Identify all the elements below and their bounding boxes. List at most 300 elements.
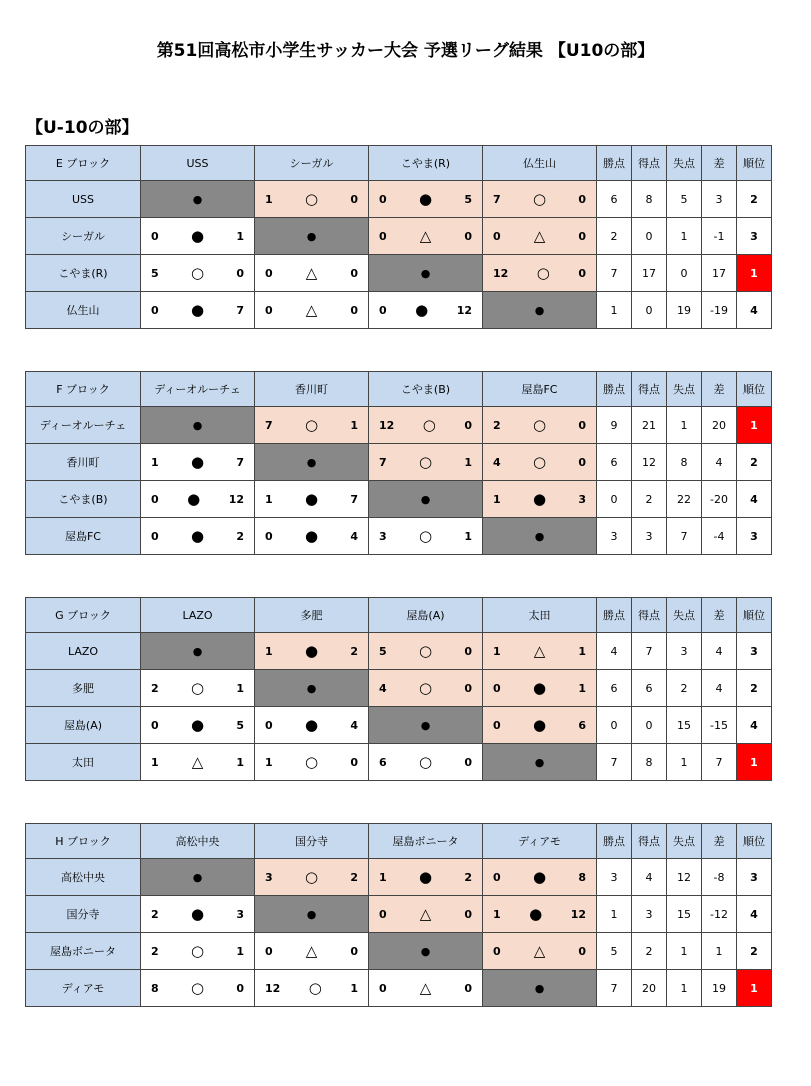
match-result [369, 896, 483, 933]
score [255, 416, 368, 434]
goals-for: 1 [493, 644, 501, 658]
match-result [141, 896, 255, 933]
score [483, 942, 596, 960]
self-match [369, 481, 483, 518]
center-dot: ● [192, 870, 203, 884]
match-result [255, 633, 369, 670]
score [483, 905, 596, 923]
match-result [483, 859, 597, 896]
goals-for: 12 [379, 418, 395, 432]
match-result [369, 670, 483, 707]
stat-header: 勝点 [597, 824, 632, 859]
goal-difference: 4 [702, 444, 737, 481]
score [141, 716, 254, 734]
goals-conceded: 7 [667, 518, 702, 555]
goals-conceded: 15 [667, 896, 702, 933]
league-table [25, 145, 772, 329]
match-result [141, 444, 255, 481]
goals-scored: 0 [632, 292, 667, 329]
team-row [26, 670, 772, 707]
goals-against: 0 [464, 907, 472, 921]
team-header: ディーオルーチェ [141, 372, 255, 407]
goals-for: 0 [493, 681, 501, 695]
points: 7 [597, 970, 632, 1007]
match-result [141, 255, 255, 292]
team-name: 屋島FC [26, 518, 141, 555]
score [141, 905, 254, 923]
result-symbol: ● [532, 679, 547, 697]
goals-against: 7 [236, 303, 244, 317]
team-name: ディーオルーチェ [26, 407, 141, 444]
result-symbol: ● [304, 490, 319, 508]
result-symbol: ● [532, 490, 547, 508]
goals-for: 2 [151, 907, 159, 921]
goal-difference: -20 [702, 481, 737, 518]
match-result [255, 407, 369, 444]
match-result [141, 218, 255, 255]
stat-header: 失点 [667, 146, 702, 181]
match-result [369, 518, 483, 555]
header-row [26, 598, 772, 633]
match-result [369, 181, 483, 218]
team-name: 屋島ボニータ [26, 933, 141, 970]
points: 6 [597, 181, 632, 218]
goals-for: 0 [265, 266, 273, 280]
score [369, 527, 482, 545]
match-result [141, 518, 255, 555]
center-dot: ● [534, 755, 545, 769]
goals-conceded: 2 [667, 670, 702, 707]
goals-against: 1 [350, 981, 358, 995]
team-header: 屋島(A) [369, 598, 483, 633]
score [369, 190, 482, 208]
result-symbol: ○ [418, 453, 433, 471]
result-symbol: △ [305, 264, 318, 282]
goals-for: 4 [493, 455, 501, 469]
score [255, 527, 368, 545]
self-match [483, 292, 597, 329]
goals-against: 1 [236, 755, 244, 769]
points: 3 [597, 859, 632, 896]
score [483, 227, 596, 245]
block-name: G ブロック [26, 598, 141, 633]
goals-for: 0 [379, 907, 387, 921]
match-result [483, 633, 597, 670]
center-dot: ● [534, 529, 545, 543]
team-row [26, 407, 772, 444]
goals-for: 1 [265, 644, 273, 658]
match-result [369, 859, 483, 896]
result-symbol: ● [415, 301, 429, 319]
goals-for: 1 [379, 870, 387, 884]
match-result [255, 292, 369, 329]
match-result [255, 933, 369, 970]
team-row [26, 218, 772, 255]
result-symbol: ● [418, 868, 433, 886]
goals-against: 0 [236, 266, 244, 280]
self-match [255, 670, 369, 707]
goals-against: 8 [578, 870, 586, 884]
result-symbol: ○ [532, 416, 547, 434]
goals-against: 4 [350, 718, 358, 732]
score [255, 490, 368, 508]
result-symbol: ○ [532, 190, 547, 208]
goals-for: 0 [379, 229, 387, 243]
score [483, 716, 596, 734]
team-name: 高松中央 [26, 859, 141, 896]
goals-for: 1 [265, 492, 273, 506]
score [255, 942, 368, 960]
goals-for: 5 [379, 644, 387, 658]
score [255, 979, 368, 997]
result-symbol: ○ [190, 942, 205, 960]
goals-against: 0 [236, 981, 244, 995]
score [483, 868, 596, 886]
goals-against: 1 [350, 418, 358, 432]
goals-against: 5 [236, 718, 244, 732]
result-symbol: ● [532, 868, 547, 886]
result-symbol: ○ [418, 679, 433, 697]
score [369, 301, 482, 319]
score [141, 527, 254, 545]
goals-scored: 20 [632, 970, 667, 1007]
score [369, 453, 482, 471]
header-row [26, 146, 772, 181]
goals-for: 2 [151, 681, 159, 695]
team-name: 多肥 [26, 670, 141, 707]
block-name: F ブロック [26, 372, 141, 407]
goal-difference: 17 [702, 255, 737, 292]
score [369, 753, 482, 771]
points: 0 [597, 481, 632, 518]
goal-difference: 4 [702, 670, 737, 707]
goals-scored: 8 [632, 744, 667, 781]
stat-header: 差 [702, 146, 737, 181]
score [141, 301, 254, 319]
result-symbol: ● [190, 227, 205, 245]
stat-header: 順位 [737, 146, 772, 181]
self-match [483, 518, 597, 555]
goals-against: 1 [578, 681, 586, 695]
goals-for: 2 [493, 418, 501, 432]
goals-scored: 0 [632, 218, 667, 255]
goals-for: 0 [265, 718, 273, 732]
self-match [483, 970, 597, 1007]
team-row [26, 292, 772, 329]
rank: 4 [737, 896, 772, 933]
goals-against: 1 [464, 529, 472, 543]
goals-against: 0 [464, 681, 472, 695]
score [141, 490, 254, 508]
self-match [141, 633, 255, 670]
goals-for: 6 [379, 755, 387, 769]
team-header: こやま(R) [369, 146, 483, 181]
team-name: 太田 [26, 744, 141, 781]
rank: 4 [737, 481, 772, 518]
goals-against: 2 [350, 644, 358, 658]
block-name: H ブロック [26, 824, 141, 859]
points: 0 [597, 707, 632, 744]
goal-difference: -12 [702, 896, 737, 933]
result-symbol: △ [419, 227, 432, 245]
goals-against: 6 [578, 718, 586, 732]
team-name: 香川町 [26, 444, 141, 481]
goals-against: 3 [236, 907, 244, 921]
goals-for: 8 [151, 981, 159, 995]
goals-conceded: 0 [667, 255, 702, 292]
self-match [141, 407, 255, 444]
team-name: ディアモ [26, 970, 141, 1007]
team-header: 屋島ボニータ [369, 824, 483, 859]
center-dot: ● [306, 455, 317, 469]
team-header: シーガル [255, 146, 369, 181]
goals-against: 12 [228, 492, 244, 506]
goals-against: 2 [236, 529, 244, 543]
score [255, 301, 368, 319]
score [141, 979, 254, 997]
page-title: 第51回高松市小学生サッカー大会 予選リーグ結果 【U10の部】 [156, 41, 655, 61]
stat-header: 順位 [737, 598, 772, 633]
center-dot: ● [534, 303, 545, 317]
team-row [26, 933, 772, 970]
goals-scored: 7 [632, 633, 667, 670]
score [369, 227, 482, 245]
self-match [369, 707, 483, 744]
goal-difference: 4 [702, 633, 737, 670]
result-symbol: △ [419, 905, 432, 923]
match-result [255, 181, 369, 218]
rank: 2 [737, 670, 772, 707]
league-table [25, 597, 772, 781]
self-match [369, 255, 483, 292]
rank: 2 [737, 181, 772, 218]
match-result [483, 255, 597, 292]
team-row [26, 744, 772, 781]
goals-scored: 2 [632, 933, 667, 970]
header-row [26, 372, 772, 407]
match-result [141, 744, 255, 781]
center-dot: ● [192, 192, 203, 206]
goals-for: 0 [493, 944, 501, 958]
points: 7 [597, 744, 632, 781]
result-symbol: ● [187, 490, 201, 508]
goal-difference: 1 [702, 933, 737, 970]
goal-difference: -1 [702, 218, 737, 255]
center-dot: ● [192, 644, 203, 658]
match-result [255, 859, 369, 896]
result-symbol: ○ [532, 453, 547, 471]
result-symbol: ○ [418, 527, 433, 545]
goals-scored: 4 [632, 859, 667, 896]
goals-for: 1 [265, 755, 273, 769]
stat-header: 失点 [667, 824, 702, 859]
goals-against: 0 [464, 981, 472, 995]
center-dot: ● [420, 492, 431, 506]
goals-for: 12 [493, 266, 509, 280]
goals-against: 0 [578, 266, 586, 280]
match-result [369, 218, 483, 255]
goals-scored: 8 [632, 181, 667, 218]
stat-header: 失点 [667, 372, 702, 407]
match-result [483, 407, 597, 444]
match-result [369, 292, 483, 329]
goal-difference: 3 [702, 181, 737, 218]
team-row [26, 859, 772, 896]
match-result [369, 633, 483, 670]
goals-scored: 17 [632, 255, 667, 292]
match-result [141, 970, 255, 1007]
team-header: 屋島FC [483, 372, 597, 407]
points: 6 [597, 444, 632, 481]
goals-against: 1 [236, 681, 244, 695]
score [483, 190, 596, 208]
goals-against: 0 [350, 266, 358, 280]
match-result [483, 896, 597, 933]
match-result [483, 181, 597, 218]
center-dot: ● [534, 981, 545, 995]
rank: 4 [737, 292, 772, 329]
stat-header: 差 [702, 824, 737, 859]
goals-for: 0 [265, 303, 273, 317]
goals-against: 0 [578, 455, 586, 469]
goal-difference: -19 [702, 292, 737, 329]
self-match [255, 444, 369, 481]
points: 5 [597, 933, 632, 970]
goal-difference: 19 [702, 970, 737, 1007]
goals-for: 4 [379, 681, 387, 695]
score [255, 868, 368, 886]
goals-conceded: 1 [667, 970, 702, 1007]
points: 4 [597, 633, 632, 670]
score [369, 679, 482, 697]
team-name: 仏生山 [26, 292, 141, 329]
points: 9 [597, 407, 632, 444]
goals-scored: 3 [632, 518, 667, 555]
goals-for: 0 [493, 718, 501, 732]
team-row [26, 255, 772, 292]
match-result [369, 407, 483, 444]
match-result [483, 707, 597, 744]
rank: 4 [737, 707, 772, 744]
goals-conceded: 15 [667, 707, 702, 744]
goals-against: 0 [578, 944, 586, 958]
score [255, 190, 368, 208]
goals-for: 2 [151, 944, 159, 958]
goals-for: 3 [379, 529, 387, 543]
match-result [483, 481, 597, 518]
goal-difference: -15 [702, 707, 737, 744]
stat-header: 順位 [737, 372, 772, 407]
section-title: 【U-10の部】 [26, 118, 139, 138]
result-symbol: ○ [422, 416, 436, 434]
goals-for: 1 [151, 455, 159, 469]
team-row [26, 444, 772, 481]
self-match [483, 744, 597, 781]
match-result [141, 933, 255, 970]
goals-against: 0 [350, 944, 358, 958]
goals-against: 0 [350, 755, 358, 769]
stat-header: 得点 [632, 146, 667, 181]
team-header: 香川町 [255, 372, 369, 407]
rank: 3 [737, 518, 772, 555]
goals-against: 0 [350, 303, 358, 317]
result-symbol: ● [304, 527, 319, 545]
match-result [141, 292, 255, 329]
score [369, 416, 482, 434]
goal-difference: 20 [702, 407, 737, 444]
goals-for: 0 [151, 229, 159, 243]
goals-for: 1 [151, 755, 159, 769]
goals-against: 0 [350, 192, 358, 206]
goals-against: 0 [464, 644, 472, 658]
goals-for: 3 [265, 870, 273, 884]
goals-for: 0 [151, 718, 159, 732]
goals-against: 2 [350, 870, 358, 884]
score [141, 227, 254, 245]
score [369, 868, 482, 886]
score [255, 753, 368, 771]
result-symbol: ○ [304, 868, 319, 886]
result-symbol: ● [190, 527, 205, 545]
rank: 1 [737, 255, 772, 292]
team-header: こやま(B) [369, 372, 483, 407]
rank: 3 [737, 218, 772, 255]
team-row [26, 518, 772, 555]
goals-against: 0 [578, 229, 586, 243]
goals-against: 0 [464, 229, 472, 243]
score [141, 453, 254, 471]
score [483, 490, 596, 508]
self-match [255, 896, 369, 933]
center-dot: ● [192, 418, 203, 432]
match-result [255, 481, 369, 518]
stat-header: 勝点 [597, 146, 632, 181]
team-row [26, 633, 772, 670]
match-result [141, 707, 255, 744]
score [483, 416, 596, 434]
points: 2 [597, 218, 632, 255]
match-result [483, 444, 597, 481]
score [255, 642, 368, 660]
goals-for: 0 [265, 944, 273, 958]
center-dot: ● [420, 944, 431, 958]
goals-conceded: 3 [667, 633, 702, 670]
stat-header: 順位 [737, 824, 772, 859]
goals-scored: 2 [632, 481, 667, 518]
team-header: 仏生山 [483, 146, 597, 181]
goals-for: 7 [379, 455, 387, 469]
goal-difference: 7 [702, 744, 737, 781]
result-symbol: ○ [418, 753, 433, 771]
team-name: こやま(B) [26, 481, 141, 518]
team-header: 太田 [483, 598, 597, 633]
result-symbol: ○ [308, 979, 322, 997]
score [483, 642, 596, 660]
center-dot: ● [420, 266, 431, 280]
match-result [369, 444, 483, 481]
center-dot: ● [306, 681, 317, 695]
goals-conceded: 12 [667, 859, 702, 896]
match-result [483, 670, 597, 707]
goals-against: 1 [236, 944, 244, 958]
goals-conceded: 5 [667, 181, 702, 218]
goals-for: 0 [493, 870, 501, 884]
points: 1 [597, 292, 632, 329]
goals-for: 0 [151, 303, 159, 317]
result-symbol: ● [190, 905, 205, 923]
self-match [369, 933, 483, 970]
result-symbol: △ [533, 942, 546, 960]
